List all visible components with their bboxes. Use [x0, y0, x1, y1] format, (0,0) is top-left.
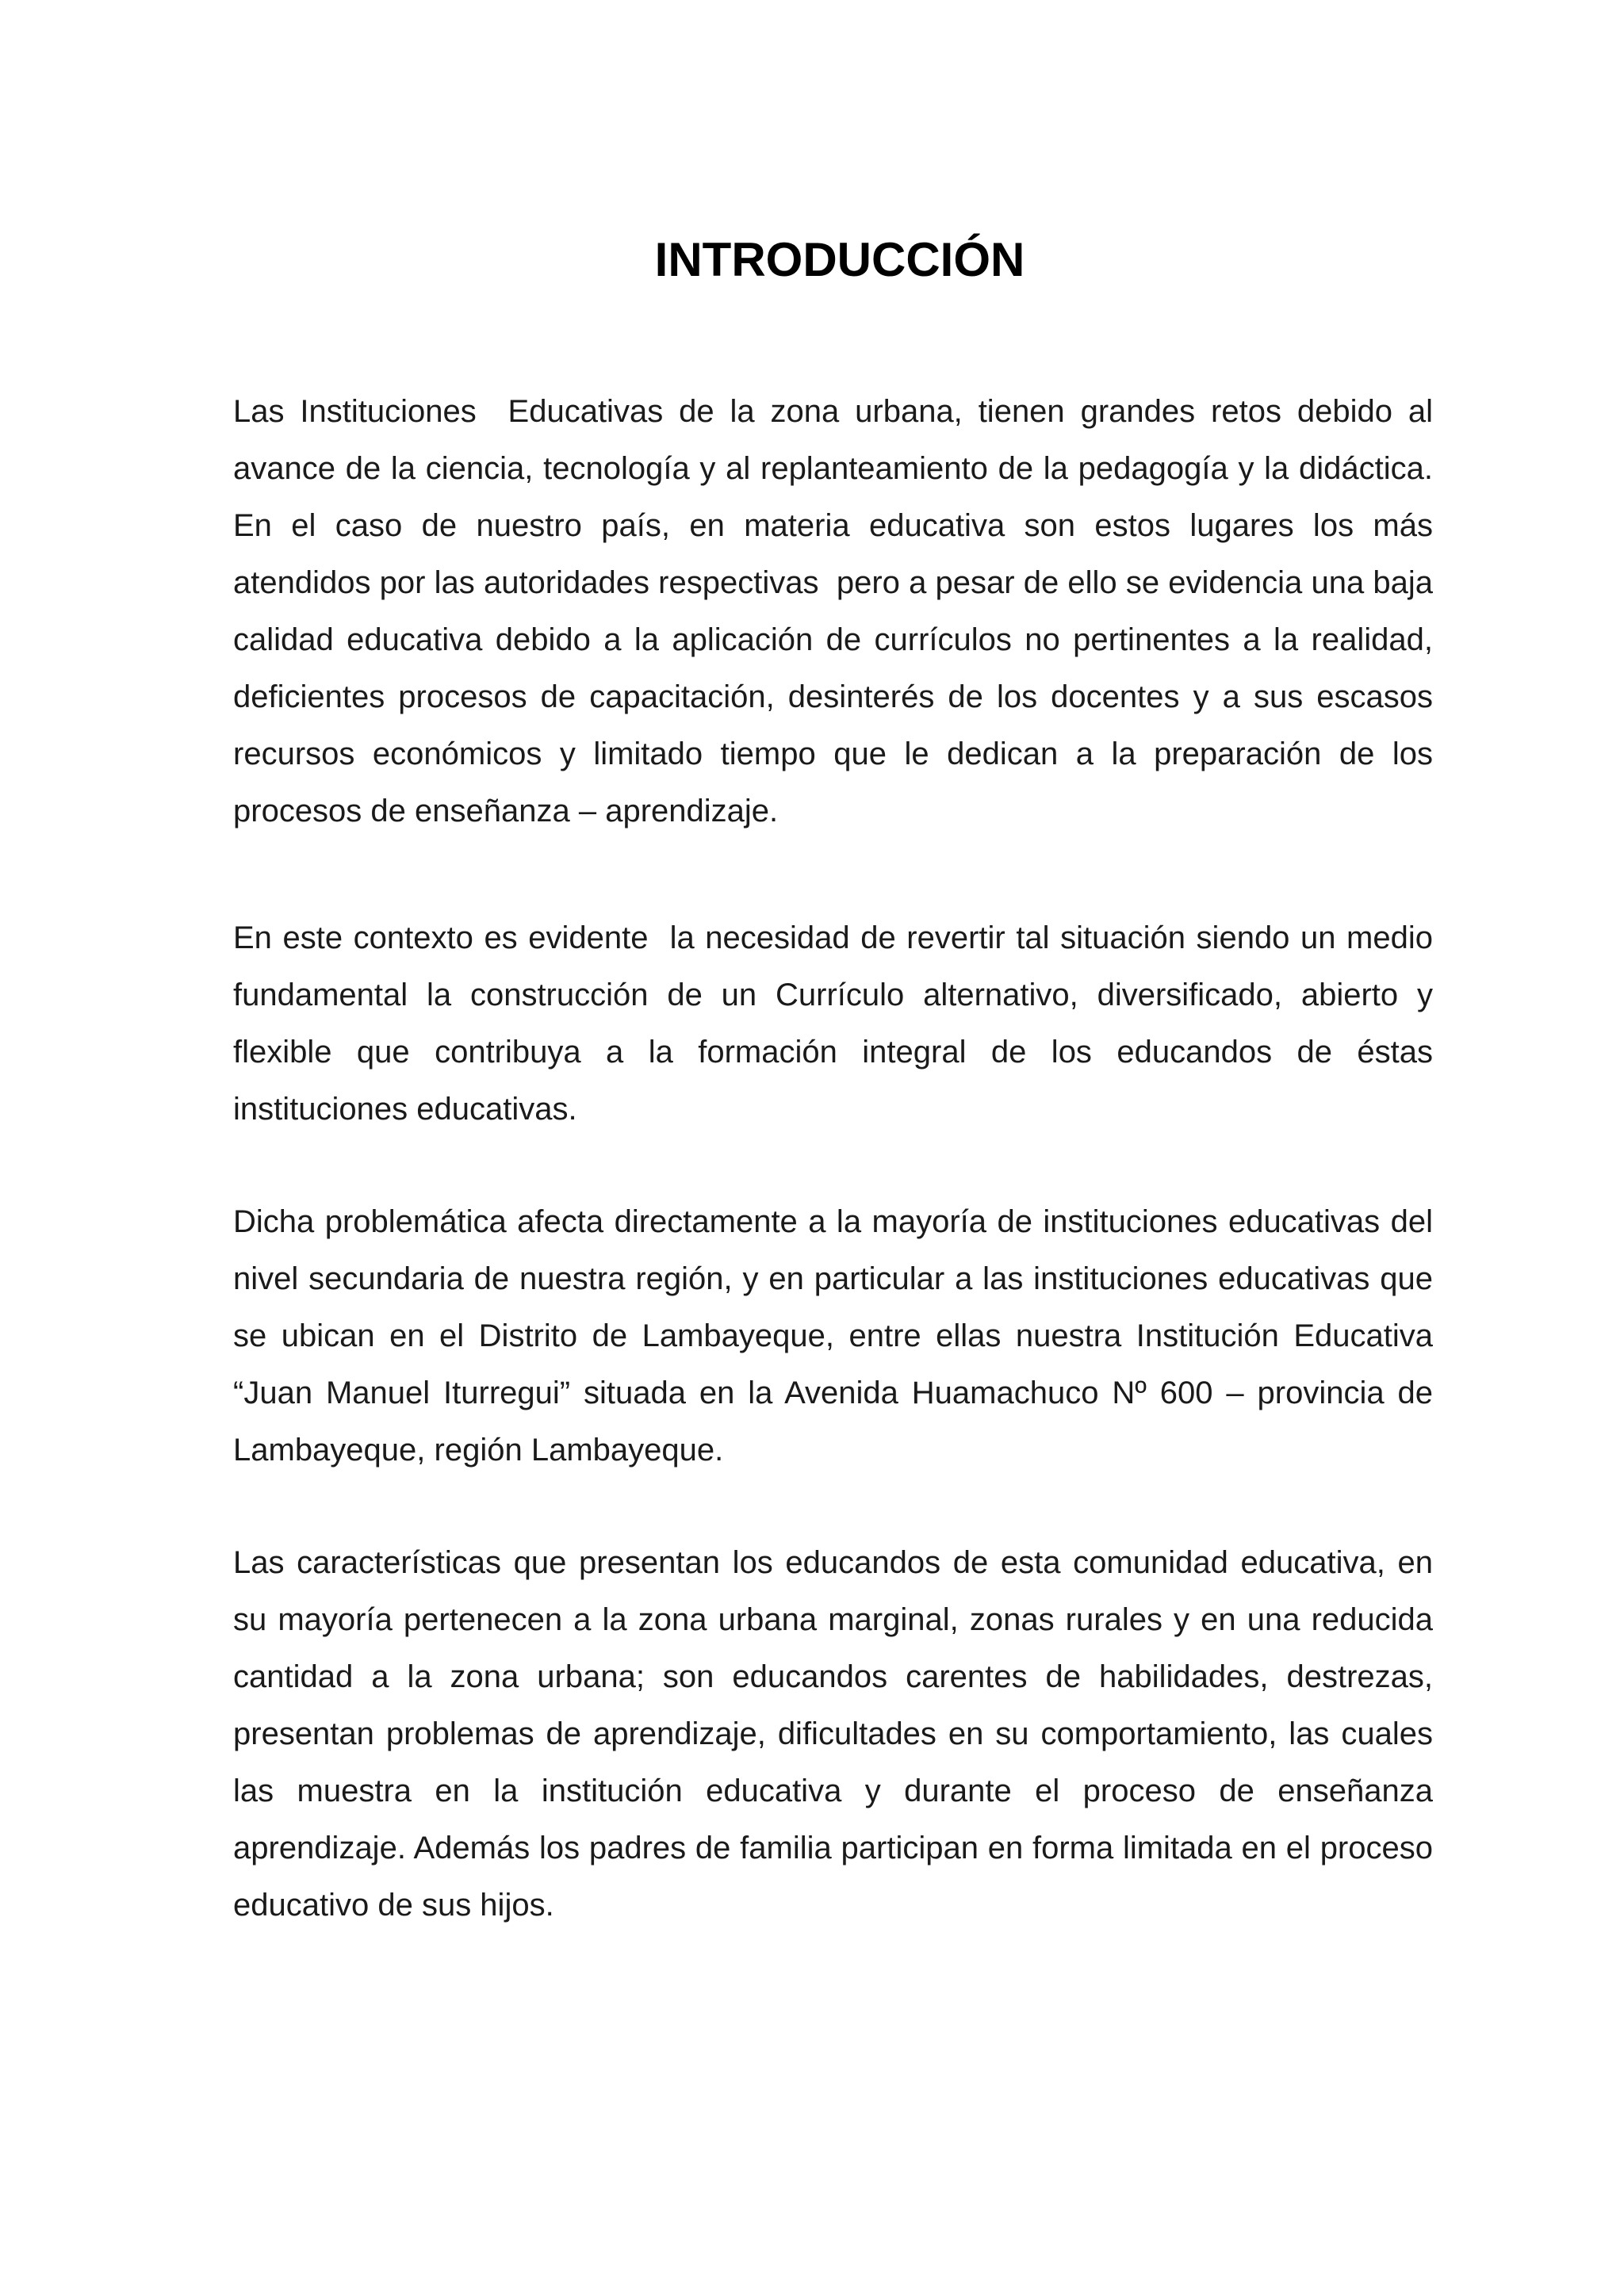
- paragraph-1: [233, 383, 1442, 840]
- paragraph-text: Las características que presentan los educandos de esta comunidad educativa, en su mayoría pertenecen a la zona urbana marginal, zonas rurales y en una reducida cantidad a la zona urbana; son educandos carentes de habilidades, destrezas, presentan problemas de aprendizaje, dificultades en su comportamiento, las cuales las muestra en la institución educativa y durante el proceso de enseñanza aprendizaje. Además los padres de familia participan en forma limitada en el proceso educativo de sus hijos.: [233, 1545, 1442, 1923]
- page-title: INTRODUCCIÓN: [654, 233, 1025, 286]
- paragraph-2: [233, 909, 1442, 1138]
- paragraph-text: Las Instituciones Educativas de la zona urbana, tienen grandes retos debido al avance de la ciencia, tecnología y al replanteamiento de la pedagogía y la didáctica. En el caso de nuestro país, en materia educativa son estos lugares los más atendidos por las autoridades respectivas pero a pesar de ello se evidencia una baja calidad educativa debido a la aplicación de currículos no pertinentes a la realidad, deficientes procesos de capacitación, desinterés de los docentes y a sus escasos recursos económicos y limitado tiempo que le dedican a la preparación de los procesos de enseñanza – aprendizaje.: [233, 394, 1442, 828]
- paragraph-text: Dicha problemática afecta directamente a la mayoría de instituciones educativas del nivel secundaria de nuestra región, y en particular a las instituciones educativas que se ubican en el Distrito de Lambayeque, entre ellas nuestra Institución Educativa “Juan Manuel Iturregui” situada en la Avenida Huamachuco Nº 600 – provincia de Lambayeque, región Lambayeque.: [233, 1204, 1442, 1468]
- paragraph-4: [233, 1534, 1442, 1934]
- paragraph-3: [233, 1193, 1442, 1479]
- paragraph-text: En este contexto es evidente la necesidad de revertir tal situación siendo un medio fundamental la construcción de un Currículo alternativo, diversificado, abierto y flexible que contribuya a la formación integral de los educandos de éstas instituciones educativas.: [233, 920, 1442, 1127]
